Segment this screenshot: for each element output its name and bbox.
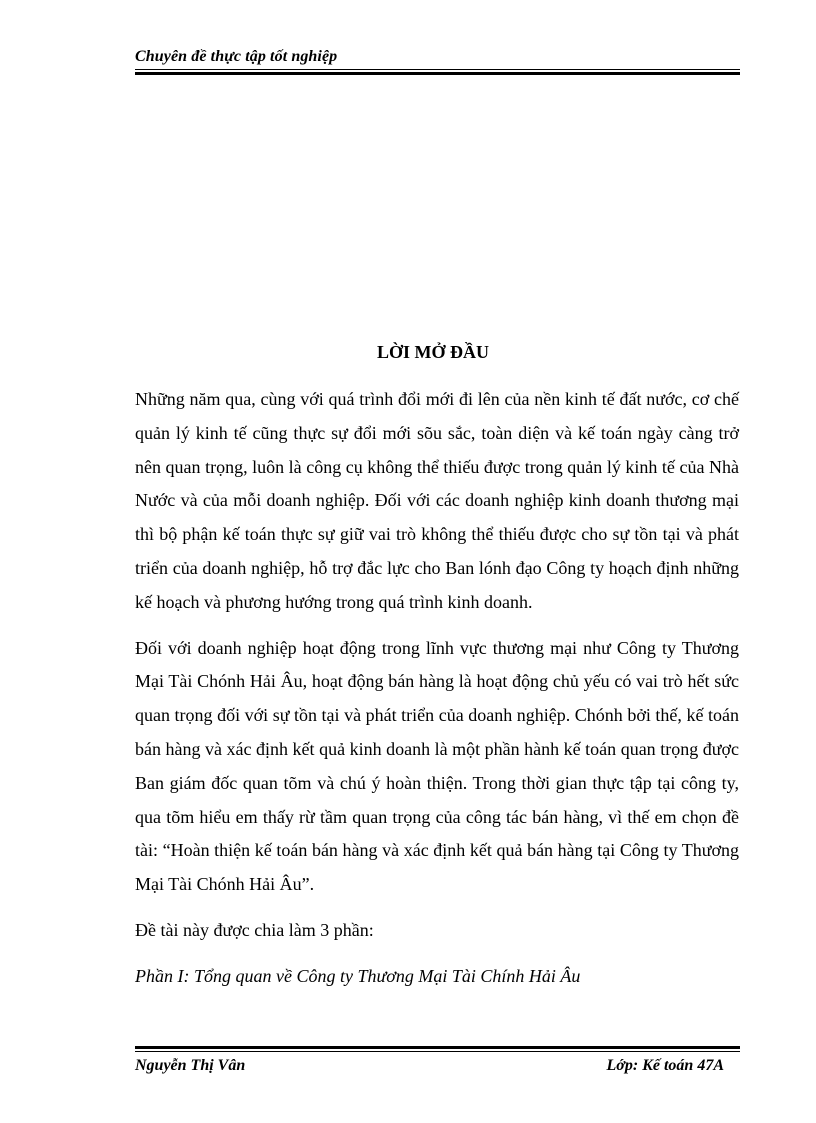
document-body — [135, 383, 739, 1006]
footer-author: Nguyễn Thị Vân — [135, 1057, 246, 1074]
header-rule-thick — [135, 72, 740, 75]
paragraph-intro: Những năm qua, cùng với quá trình đổi mới đi lên của nền kinh tế đất nước, cơ chế quản lý kinh tế cũng thực sự đổi mới sõu sắc, toàn diện và kế toán ngày càng trở nên quan trọng, luôn là công cụ không thể thiếu được trong quản lý kinh tế của Nhà Nước và của mỗi doanh nghiệp. Đối với các doanh nghiệp kinh doanh thương mại thì bộ phận kế toán thực sự giữ vai trò không thể thiếu được cho sự tồn tại và phát triển của doanh nghiệp, hỗ trợ đắc lực cho Ban lónh đạo Công ty hoạch định những kế hoạch và phương hướng trong quá trình kinh doanh. — [135, 389, 739, 612]
part-one-heading: Phần I: Tổng quan về Công ty Thương Mại Tài Chính Hải Âu — [135, 965, 581, 986]
footer-class: Lớp: Kế toán 47A — [606, 1057, 724, 1074]
header-title: Chuyên đề thực tập tốt nghiệp — [135, 48, 338, 65]
document-heading: LỜI MỞ ĐẦU — [377, 342, 489, 362]
footer-rule-thin — [135, 1051, 740, 1052]
header-rule-thin — [135, 69, 740, 70]
footer-rule-thick — [135, 1046, 740, 1049]
paragraph-parts: Đề tài này được chia làm 3 phần: — [135, 919, 374, 940]
paragraph-topic: Đối với doanh nghiệp hoạt động trong lĩnh vực thương mại như Công ty Thương Mại Tài Chónh Hải Âu, hoạt động bán hàng là hoạt động chủ yếu có vai trò hết sức quan trọng đối với sự tồn tại và phát triển của doanh nghiệp. Chónh bởi thế, kế toán bán hàng và xác định kết quả kinh doanh là một phần hành kế toán quan trọng được Ban giám đốc quan tõm và chú ý hoàn thiện. Trong thời gian thực tập tại công ty, qua tõm hiểu em thấy rừ tầm quan trọng của công tác bán hàng, vì thế em chọn đề tài: “Hoàn thiện kế toán bán hàng và xác định kết quả bán hàng tại Công ty Thương Mại Tài Chónh Hải Âu”. — [135, 637, 739, 895]
